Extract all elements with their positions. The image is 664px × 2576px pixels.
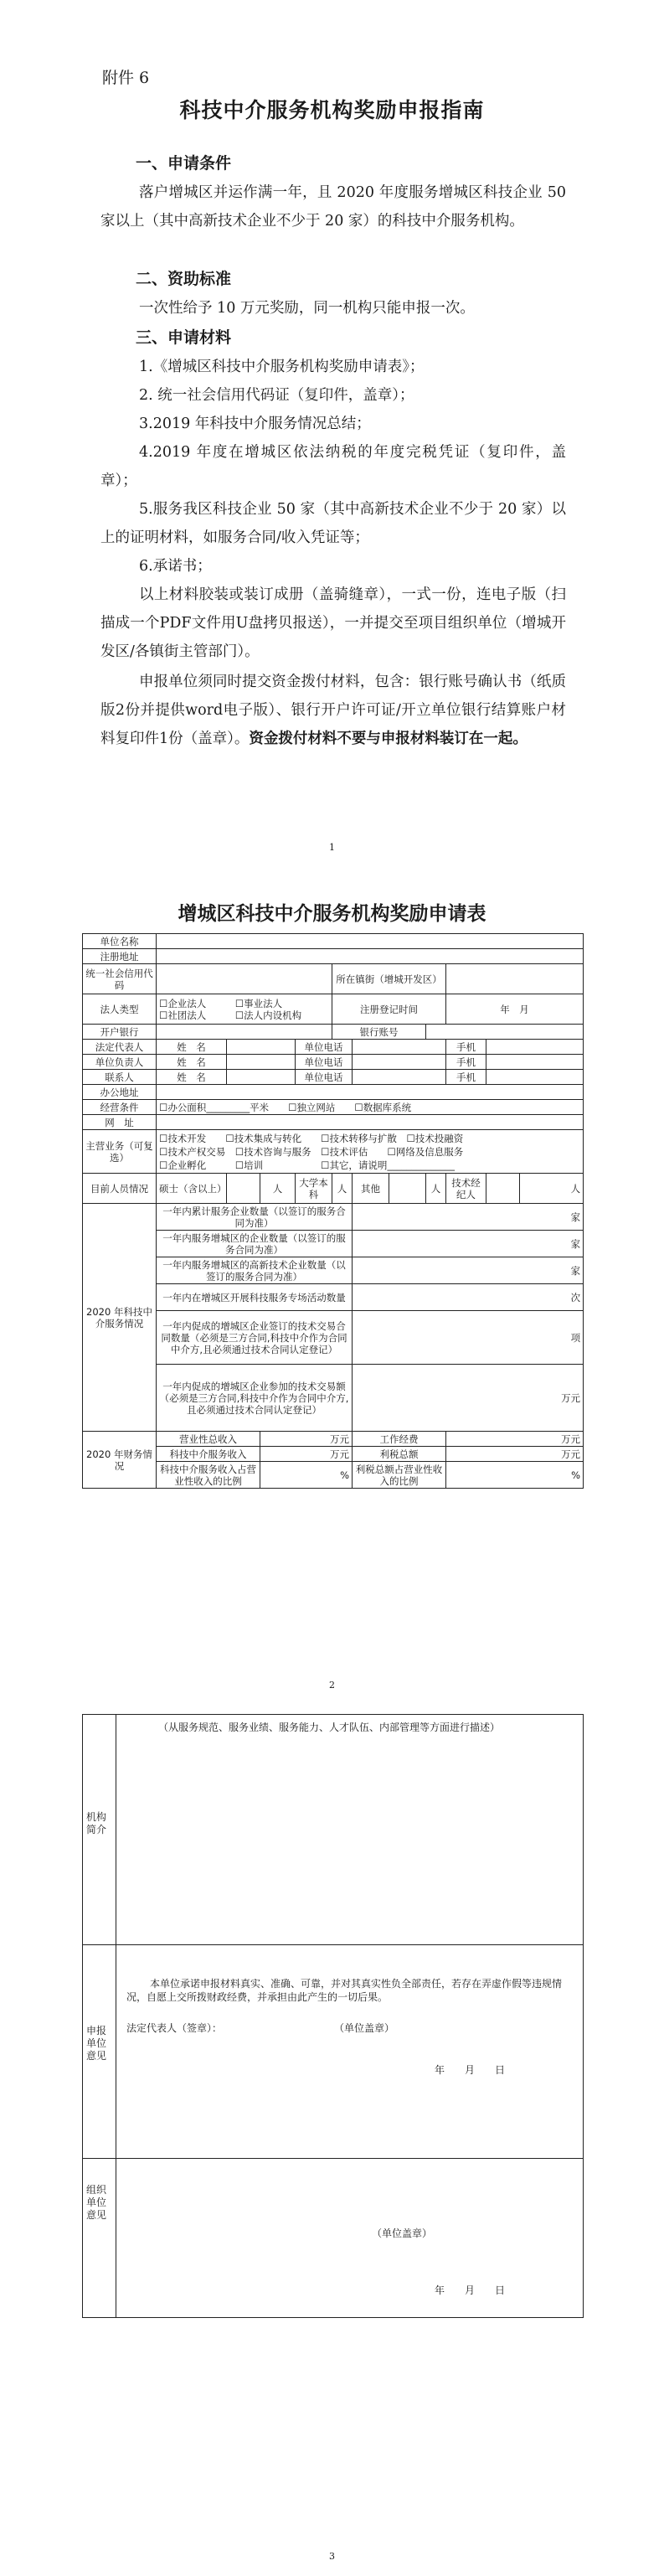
- table-row: [83, 994, 584, 1025]
- svc-row-label: 一年内累计服务企业数量（以签订的服务合同为准）: [157, 1204, 353, 1231]
- conditions-options: ☐ 办公面积_________平米 ☐ 独立网站 ☐ 数据库系统: [157, 1100, 584, 1115]
- bank-field[interactable]: [157, 1025, 332, 1040]
- intro-field[interactable]: [116, 1715, 584, 1945]
- section-heading-2: 二、资助标准: [136, 270, 232, 288]
- profit-label: 利税总额: [353, 1447, 446, 1462]
- revenue-field[interactable]: 万元: [260, 1432, 353, 1447]
- biz-label: 其它，请说明: [329, 1159, 388, 1171]
- biz-label: 企业孵化: [167, 1159, 207, 1171]
- svc-row-unit[interactable]: 项: [353, 1311, 584, 1365]
- unit-head-name-field[interactable]: [227, 1055, 296, 1070]
- contact-label: 联系人: [83, 1070, 157, 1085]
- section-2-text: 一次性给予 10 万元奖励，同一机构只能申报一次。: [139, 300, 475, 317]
- bank-acct-field[interactable]: [426, 1025, 584, 1040]
- svc-row-unit[interactable]: 家: [353, 1257, 584, 1284]
- page-number: 3: [329, 2551, 335, 2562]
- expense-label: 工作经费: [353, 1432, 446, 1447]
- table-row: [83, 1055, 584, 1070]
- table-row: [83, 949, 584, 964]
- opt-social-label: 社团法人: [167, 1009, 207, 1021]
- location-field[interactable]: [446, 964, 584, 994]
- unit-head-mobile-field[interactable]: [486, 1055, 584, 1070]
- biz-label: 技术集成与转化: [234, 1132, 302, 1144]
- org-field[interactable]: [116, 2159, 584, 2318]
- section-heading-1: 一、申请条件: [136, 154, 232, 173]
- ratio2-label: 利税总额占营业性收入的比例: [353, 1462, 446, 1489]
- db-opt-label: 数据库系统: [363, 1101, 412, 1113]
- table-row: [83, 1231, 584, 1257]
- org-label-cell: [83, 2159, 116, 2318]
- binding-paragraph: 以上材料胶装或装订成册（盖骑缝章），一式一份，连电子版（扫描成一个PDF文件用U盘拷贝报送），一并提交至项目组织单位（增城开发区/各镇街主管部门）。: [100, 586, 566, 660]
- commitment-text: 本单位承诺申报材料真实、准确、可靠，并对其真实性负全部责任，若存在弄虚作假等违规情况，自愿上交所拨财政经费，并承担由此产生的一切后果。: [126, 1978, 563, 2003]
- material-item-2: 2. 统一社会信用代码证（复印件，盖章）；: [139, 387, 414, 404]
- other-count-field[interactable]: [389, 1174, 426, 1204]
- material-item-3: 3.2019 年科技中介服务情况总结；: [139, 416, 371, 432]
- table-row: [83, 1365, 584, 1432]
- checkbox-biz[interactable]: [235, 1146, 244, 1158]
- funding-paragraph: [100, 668, 566, 753]
- application-form-table: [82, 933, 584, 1489]
- svc-row-label: 一年内在增城区开展科技服务专场活动数量: [157, 1284, 353, 1311]
- reg-time-label: 注册登记时间: [332, 994, 446, 1025]
- contact-mobile-field[interactable]: [486, 1070, 584, 1085]
- credit-code-field[interactable]: [157, 964, 332, 994]
- person-unit: 人: [520, 1174, 584, 1204]
- intro-label-cell: [83, 1715, 116, 1945]
- material-item-6: 6.承诺书；: [139, 558, 212, 575]
- bank-acct-label: 银行账号: [332, 1025, 426, 1040]
- material-item-1: 1.《增城区科技中介服务机构奖励申请表》；: [139, 359, 425, 375]
- table-row: [83, 2159, 584, 2318]
- checkbox-biz[interactable]: [406, 1133, 414, 1144]
- contact-phone-field[interactable]: [353, 1070, 446, 1085]
- table-row: [83, 1040, 584, 1055]
- broker-label: 技术经纪人: [446, 1174, 486, 1204]
- svc-row-unit[interactable]: 万元: [353, 1365, 584, 1432]
- checkbox-database[interactable]: [354, 1102, 363, 1113]
- opinion-table: [82, 1714, 584, 2318]
- material-item-5: 5.服务我区科技企业 50 家（其中高新技术企业不少于 20 家）以上的证明材料，如服务合同/收入凭证等；: [100, 501, 566, 546]
- person-unit: 人: [426, 1174, 446, 1204]
- page-3: [0, 1701, 664, 2576]
- conditions-label: 经营条件: [83, 1100, 157, 1115]
- service-2020-label: 2020 年科技中介服务情况: [83, 1204, 157, 1432]
- ratio2-field[interactable]: %: [446, 1462, 584, 1489]
- mobile-label: 手机: [446, 1055, 486, 1070]
- opt-public-label: 事业法人: [244, 997, 283, 1009]
- checkbox-biz[interactable]: [225, 1133, 234, 1144]
- checkbox-biz[interactable]: [387, 1146, 395, 1158]
- legal-sign-label: 法定代表人（签章）：: [126, 2022, 223, 2034]
- website-label: 网 址: [83, 1115, 157, 1130]
- table-row: [83, 1945, 584, 2159]
- master-count-field[interactable]: [227, 1174, 260, 1204]
- table-row: [83, 964, 584, 994]
- legal-type-options: [157, 994, 332, 1025]
- table-row: [83, 1174, 584, 1204]
- checkbox-office-area[interactable]: [159, 1102, 167, 1113]
- reg-time-field[interactable]: 年 月: [446, 994, 584, 1025]
- mobile-label: 手机: [446, 1040, 486, 1055]
- page-2: [0, 863, 664, 1701]
- reg-addr-field[interactable]: [157, 949, 584, 964]
- office-addr-field[interactable]: [157, 1085, 584, 1100]
- unit-name-field[interactable]: [157, 934, 584, 949]
- website-field[interactable]: [157, 1115, 584, 1130]
- unit-phone-label: 单位电话: [296, 1070, 353, 1085]
- legal-rep-label: 法定代表人: [83, 1040, 157, 1055]
- unit-phone-label: 单位电话: [296, 1040, 353, 1055]
- applicant-label: 申报单位意见: [86, 2025, 107, 2062]
- svc-income-field[interactable]: 万元: [260, 1447, 353, 1462]
- svc-row-label: 一年内促成的增城区企业签订的技术交易合同数量（必须是三方合同,科技中介作为合同中介方,且必须通过技术合同认定登记）: [157, 1311, 353, 1365]
- table-row: [83, 1070, 584, 1085]
- intro-hint: （从服务规范、服务业绩、服务能力、人才队伍、内部管理等方面进行描述）: [158, 1722, 501, 1733]
- checkbox-internal[interactable]: [235, 1009, 244, 1021]
- biz-label: 培训: [244, 1159, 264, 1171]
- biz-label: 技术评估: [329, 1145, 368, 1158]
- broker-count-field[interactable]: [486, 1174, 520, 1204]
- date-label: 年 月 日: [435, 2284, 506, 2296]
- applicant-field[interactable]: [116, 1945, 584, 2159]
- svc-income-label: 科技中介服务收入: [157, 1447, 260, 1462]
- bank-label: 开户银行: [83, 1025, 157, 1040]
- table-row: [83, 1284, 584, 1311]
- credit-code-label: 统一社会信用代码: [83, 964, 157, 994]
- svc-row-unit[interactable]: 家: [353, 1204, 584, 1231]
- page-number: 1: [329, 842, 335, 853]
- intro-label: 机构简介: [86, 1811, 107, 1835]
- funding-paragraph-text: 申报单位须同时提交资金拨付材料，包含：银行账号确认书（纸质版2份并提供word电子版）、银行开户许可证/开立单位银行结算账户材料复印件1份（盖章）。: [100, 674, 566, 747]
- table-row: [83, 1025, 584, 1040]
- revenue-label: 营业性总收入: [157, 1432, 260, 1447]
- office-addr-label: 办公地址: [83, 1085, 157, 1100]
- reg-addr-label: 注册地址: [83, 949, 157, 964]
- checkbox-social[interactable]: [159, 1009, 167, 1021]
- biz-label: 技术咨询与服务: [244, 1145, 311, 1158]
- section-1-text: 落户增城区并运作满一年，且 2020 年度服务增城区科技企业 50 家以上（其中高新技术企业不少于 20 家）的科技中介服务机构。: [100, 184, 566, 230]
- legal-rep-mobile-field[interactable]: [486, 1040, 584, 1055]
- unit-phone-label: 单位电话: [296, 1055, 353, 1070]
- name-label: 姓 名: [157, 1055, 227, 1070]
- table-row: [83, 1715, 584, 1945]
- opt-internal-label: 法人内设机构: [244, 1009, 302, 1021]
- checkbox-website[interactable]: [288, 1102, 296, 1113]
- biz-label: 技术转移与扩散: [329, 1132, 397, 1144]
- form-title: 增城区科技中介服务机构奖励申请表: [178, 902, 486, 925]
- checkbox-biz[interactable]: [321, 1146, 329, 1158]
- table-row: [83, 1204, 584, 1231]
- table-row: [83, 1447, 584, 1462]
- table-row: [83, 1100, 584, 1115]
- checkbox-biz[interactable]: [235, 1159, 244, 1171]
- checkbox-biz[interactable]: [321, 1159, 329, 1171]
- biz-label: 技术投融资: [414, 1132, 464, 1144]
- business-options: ☐ 技术开发 ☐ 技术集成与转化 ☐ 技术转移与扩散 ☐ 技术投融资 ☐ 技术产权交易 ☐ 技术咨询与服务 ☐ 技术评估 ☐ 网络及信息服务 ☐ 企业孵化 ☐ 培训 ☐ 其它，请说明______________: [157, 1130, 584, 1174]
- checkbox-biz[interactable]: [321, 1133, 329, 1144]
- table-row: [83, 1311, 584, 1365]
- org-label: 组织单位意见: [86, 2184, 107, 2221]
- table-row: [83, 1130, 584, 1174]
- unit-name-label: 单位名称: [83, 934, 157, 949]
- name-label: 姓 名: [157, 1070, 227, 1085]
- office-area-label: 办公面积: [167, 1101, 207, 1113]
- checkbox-public[interactable]: [235, 998, 244, 1009]
- legal-rep-phone-field[interactable]: [353, 1040, 446, 1055]
- funding-paragraph-bold: 资金拨付材料不要与申报材料装订在一起。: [249, 730, 528, 747]
- person-unit: 人: [332, 1174, 353, 1204]
- svc-row-unit[interactable]: 家: [353, 1231, 584, 1257]
- checkbox-biz[interactable]: [159, 1146, 167, 1158]
- table-row: [83, 1257, 584, 1284]
- date-label: 年 月 日: [435, 2064, 506, 2076]
- svc-row-label: 一年内服务增城区的高新技术企业数量（以签订的服务合同为准）: [157, 1257, 353, 1284]
- master-label: 硕士（含以上）: [157, 1174, 227, 1204]
- table-row: [83, 1115, 584, 1130]
- ratio1-field[interactable]: %: [260, 1462, 353, 1489]
- table-row: [83, 1432, 584, 1447]
- page-1: [0, 0, 664, 863]
- guide-title: 科技中介服务机构奖励申报指南: [179, 98, 485, 122]
- finance-2020-label: 2020 年财务情况: [83, 1432, 157, 1489]
- table-row: [83, 1462, 584, 1489]
- section-heading-3: 三、申请材料: [136, 328, 232, 347]
- svc-row-label: 一年内服务增城区的企业数量（以签订的服务合同为准）: [157, 1231, 353, 1257]
- table-row: [83, 934, 584, 949]
- legal-type-label: 法人类型: [83, 994, 157, 1025]
- contact-name-field[interactable]: [227, 1070, 296, 1085]
- biz-label: 技术开发: [167, 1132, 207, 1144]
- bachelor-label: 大学本科: [296, 1174, 332, 1204]
- name-label: 姓 名: [157, 1040, 227, 1055]
- expense-field[interactable]: 万元: [446, 1432, 584, 1447]
- svc-row-label: 一年内促成的增城区企业参加的技术交易额（必须是三方合同,科技中介作为合同中介方,且必须通过技术合同认定登记）: [157, 1365, 353, 1432]
- biz-label: 网络及信息服务: [395, 1145, 464, 1158]
- seal-label: （单位盖章）: [334, 2022, 395, 2034]
- mobile-label: 手机: [446, 1070, 486, 1085]
- unit-head-phone-field[interactable]: [353, 1055, 446, 1070]
- staff-label: 目前人员情况: [83, 1174, 157, 1204]
- ratio1-label: 科技中介服务收入占营业性收入的比例: [157, 1462, 260, 1489]
- legal-rep-name-field[interactable]: [227, 1040, 296, 1055]
- material-item-4: 4.2019 年度在增城区依法纳税的年度完税凭证（复印件，盖章）；: [100, 444, 566, 489]
- website-opt-label: 独立网站: [296, 1101, 336, 1113]
- location-label: 所在镇街（增城开发区）: [332, 964, 446, 994]
- seal-label: （单位盖章）: [372, 2228, 433, 2239]
- attachment-label: 附件 6: [102, 69, 150, 87]
- page-number: 2: [329, 1680, 335, 1691]
- other-label: 其他: [353, 1174, 389, 1204]
- person-unit: 人: [260, 1174, 296, 1204]
- table-row: [83, 1085, 584, 1100]
- sqm-label: 平米: [250, 1101, 270, 1113]
- checkbox-biz[interactable]: [159, 1159, 167, 1171]
- unit-head-label: 单位负责人: [83, 1055, 157, 1070]
- svc-row-unit[interactable]: 次: [353, 1284, 584, 1311]
- opt-enterprise-label: 企业法人: [167, 997, 207, 1009]
- business-label: 主营业务（可复选）: [83, 1130, 157, 1174]
- profit-field[interactable]: 万元: [446, 1447, 584, 1462]
- applicant-label-cell: [83, 1945, 116, 2159]
- checkbox-enterprise[interactable]: [159, 998, 167, 1009]
- biz-label: 技术产权交易: [167, 1145, 226, 1158]
- checkbox-biz[interactable]: [159, 1133, 167, 1144]
